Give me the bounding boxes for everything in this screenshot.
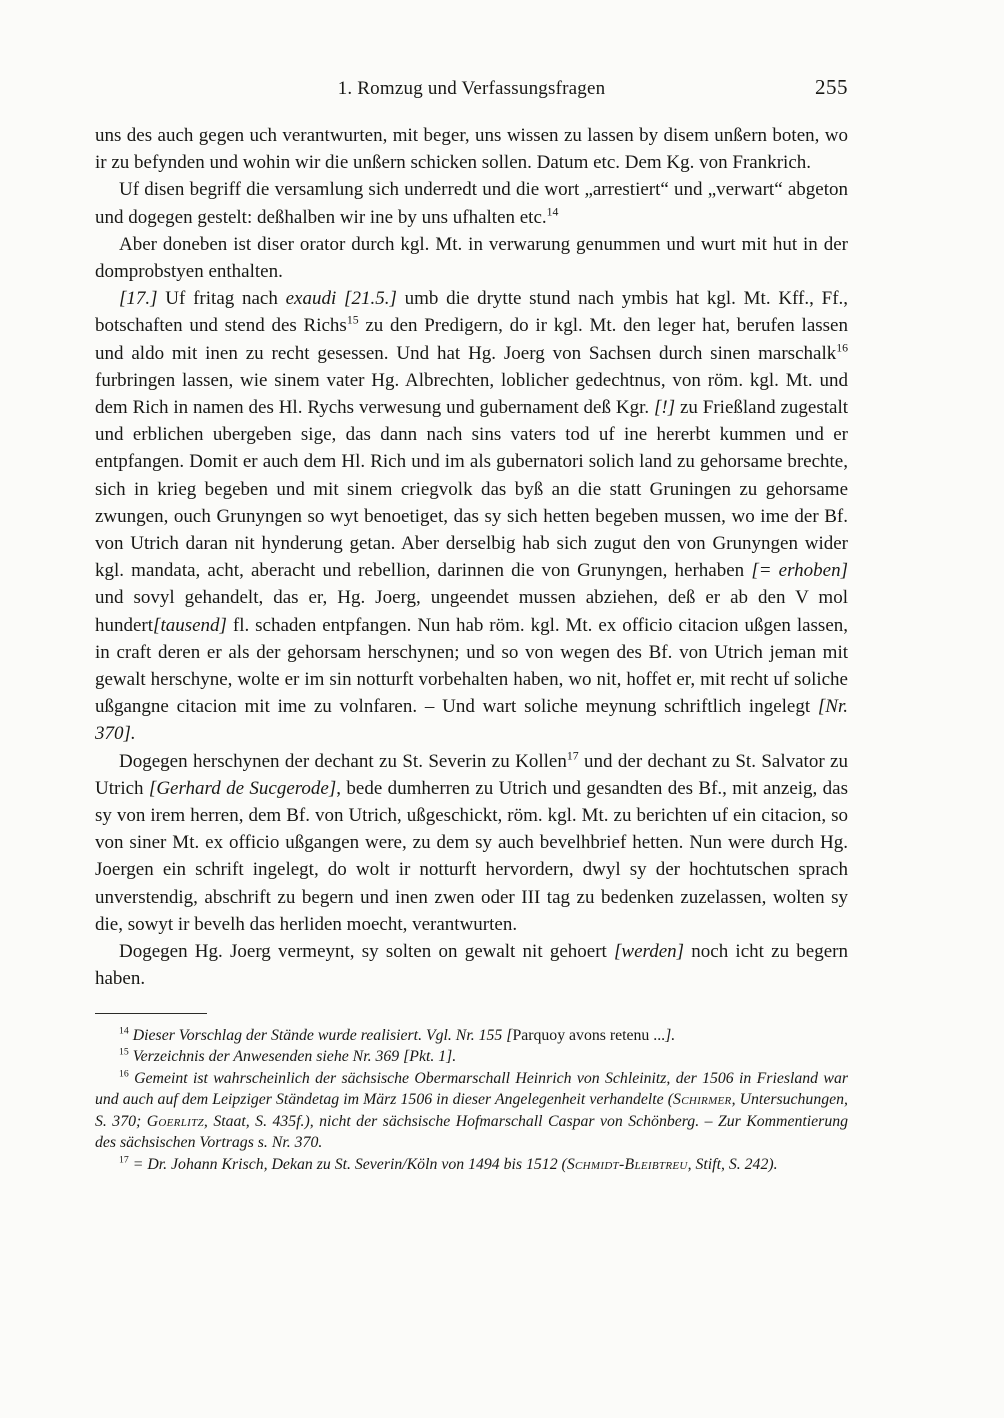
footnote-ref: 14 bbox=[119, 1025, 129, 1037]
text-run: furbringen lassen, wie sinem vater Hg. Albrechten, loblicher gedechtnus, von röm. kgl. Mt. und dem Rich in namen des Hl. Rychs verwesung und gubernament deß Kgr. bbox=[95, 369, 848, 419]
text-run: zu den Predigern, do ir kgl. Mt. den leger hat, berufen lassen und aldo mit inen zu recht gesessen. Und hat Hg. Joerg von Sachsen durch sinen marschalk bbox=[95, 315, 848, 364]
text-run: Aber doneben ist diser orator durch kgl. Mt. in verwarung genummen und wurt mit hut in der domprobstyen enthalten. bbox=[95, 233, 848, 283]
text-run: [tausend] bbox=[153, 614, 227, 636]
text-run: ]. bbox=[665, 1026, 676, 1044]
text-run: Dogegen Hg. Joerg vermeynt, sy solten on gewalt nit gehoert bbox=[119, 941, 615, 963]
text-run: [Gerhard de Sucgerode] bbox=[148, 777, 337, 799]
paragraph bbox=[95, 748, 848, 938]
text-run bbox=[336, 288, 344, 309]
text-run: , Staat, S. 435f.), nicht der sächsische Hofmarschall Caspar von Schönberg. – Zur Kommentierung des sächsischen Vortrags s. Nr. 370. bbox=[95, 1112, 849, 1152]
author-name: Schmidt-Bleibtreu bbox=[566, 1156, 688, 1174]
text-run: umb die drytte stund nach ymbis hat kgl. Mt. Kff., Ff., botschaften und stend des Richs bbox=[95, 288, 849, 337]
paragraph bbox=[95, 285, 848, 747]
running-header bbox=[95, 75, 848, 106]
page-number: 255 bbox=[815, 75, 848, 99]
text-run: Uf disen begriff die versamlung sich underredt und die wort „arrestiert“ und „verwart“ abgeton und dogegen gestelt: deßhalben wir ine by uns ufhalten etc. bbox=[95, 179, 848, 228]
footnote-separator bbox=[95, 1013, 207, 1014]
running-title: 1. Romzug und Verfassungsfragen bbox=[337, 78, 606, 99]
text-run: [17.] bbox=[119, 288, 158, 310]
text-run: Gemeint ist wahrscheinlich der sächsische Obermarschall Heinrich von Schleinitz, der 1506 in Friesland war und auch auf dem Leipziger Ständetag im März 1506 in dieser Angelegenheit verhandelte ( bbox=[95, 1069, 849, 1109]
footnotes-section bbox=[95, 1025, 848, 1176]
footnote-ref: 17 bbox=[566, 749, 579, 763]
footnote bbox=[95, 1046, 848, 1068]
footnote-ref: 15 bbox=[346, 314, 359, 328]
footnote-ref: 17 bbox=[119, 1154, 129, 1166]
text-run: [21.5.] bbox=[344, 288, 397, 310]
text-run: uns des auch gegen uch verantwurten, mit beger, uns wissen zu lassen by disem unßern boten, wo ir zu befynden und wohin wir die unßern schicken sollen. Datum etc. Dem Kg. von Frankrich. bbox=[95, 125, 848, 174]
paragraph bbox=[95, 122, 848, 176]
text-run: , Stift, S. 242). bbox=[687, 1156, 778, 1174]
text-run: und sovyl gehandelt, das er, Hg. Joerg, ungeendet mussen abziehen, deß er ab den V mol hundert bbox=[95, 587, 848, 636]
text-run: = Dr. Johann Krisch, Dekan zu St. Severin/Köln von 1494 bis 1512 ( bbox=[132, 1156, 567, 1174]
paragraph bbox=[95, 231, 848, 285]
footnote bbox=[95, 1025, 848, 1047]
text-run: Uf fritag nach bbox=[157, 288, 286, 310]
text-run: Parquoy avons retenu ... bbox=[512, 1026, 666, 1044]
text-run: exaudi bbox=[285, 288, 337, 310]
text-run: [werden] bbox=[614, 941, 685, 963]
footnote-ref: 16 bbox=[836, 341, 848, 355]
text-run: [= erhoben] bbox=[751, 560, 848, 582]
body-text bbox=[95, 122, 848, 993]
text-run: , bede dumherren zu Utrich und gesandten des Bf., mit anzeig, das sy von irem herren, dem Bf. von Utrich, ußgeschickt, röm. kgl. Mt. zu berichten uf ein citacion, so von siner Mt. ex officio ußgangen were, zu dem sy auch bevelhbrief hetten. Nun were durch Hg. Joergen ein schrift ingelegt, do wolt ir notturft hervordern, dwyl sy der hochtutschen sprach unverstendig, abschrift zu begern und inen zwen oder III tag zu bedenken zuzelassen, wolten sy die, sowyt ir bevelh das herliden moecht, verantwurten. bbox=[95, 777, 848, 935]
text-run: [!] bbox=[653, 397, 676, 419]
footnote-ref: 15 bbox=[119, 1046, 129, 1058]
text-run: noch icht zu begern haben. bbox=[95, 941, 848, 990]
text-run: , Untersuchungen, S. 370; bbox=[95, 1091, 848, 1130]
text-run: [Nr. 370]. bbox=[95, 696, 848, 745]
footnote-ref: 14 bbox=[546, 205, 559, 219]
author-name: Goerlitz bbox=[146, 1112, 204, 1130]
text-run: Dieser Vorschlag der Stände wurde realisiert. Vgl. Nr. 155 [ bbox=[132, 1026, 513, 1044]
text-run: zu Frießland zugestalt und erblichen ubergeben sige, das dann nach sins vaters tod uf ine hererbt kummen und er entpfangen. Domit er auch dem Hl. Rich und im als gubernatori solich land zu gehorsame brechte, sich in krieg begeben und mit sinem criegvolk das byß an die statt Gruningen zu gehorsame zwungen, ouch Grunyngen so wyt benoetiget, das sy sich hetten begeben mussen, wo ime der Bf. von Utrich daran nit hynderung getan. Aber derselbig hab sich zugut den von Grunyngen wider kgl. mandata, acht, aberacht und rebellion, darinnen die von Grunyngen, herhaben bbox=[95, 397, 849, 582]
text-run: fl. schaden entpfangen. Nun hab röm. kgl. Mt. ex officio citacion ußgen lassen, in craft deren er als der gehorsam herschynen; und so von wegen des Bf. von Utrich jeman mit gewalt herschyne, wolte er im sin notturft vorbehalten haben, wo nit, hoffet er, mit recht uf soliche ußgangne citacion mit ime zu volnfaren. – Und wart soliche meynung schriftlich ingelegt bbox=[95, 614, 848, 718]
text-run: Dogegen herschynen der dechant zu St. Severin zu Kollen bbox=[119, 750, 567, 772]
text-run: und der dechant zu St. Salvator zu Utrich bbox=[95, 750, 848, 799]
paragraph bbox=[95, 938, 848, 992]
footnote bbox=[95, 1154, 848, 1176]
footnote-ref: 16 bbox=[119, 1068, 129, 1080]
paragraph bbox=[95, 176, 848, 230]
footnote bbox=[95, 1068, 848, 1154]
author-name: Schirmer bbox=[673, 1091, 732, 1109]
text-run: Verzeichnis der Anwesenden siehe Nr. 369 [Pkt. 1]. bbox=[132, 1048, 457, 1066]
